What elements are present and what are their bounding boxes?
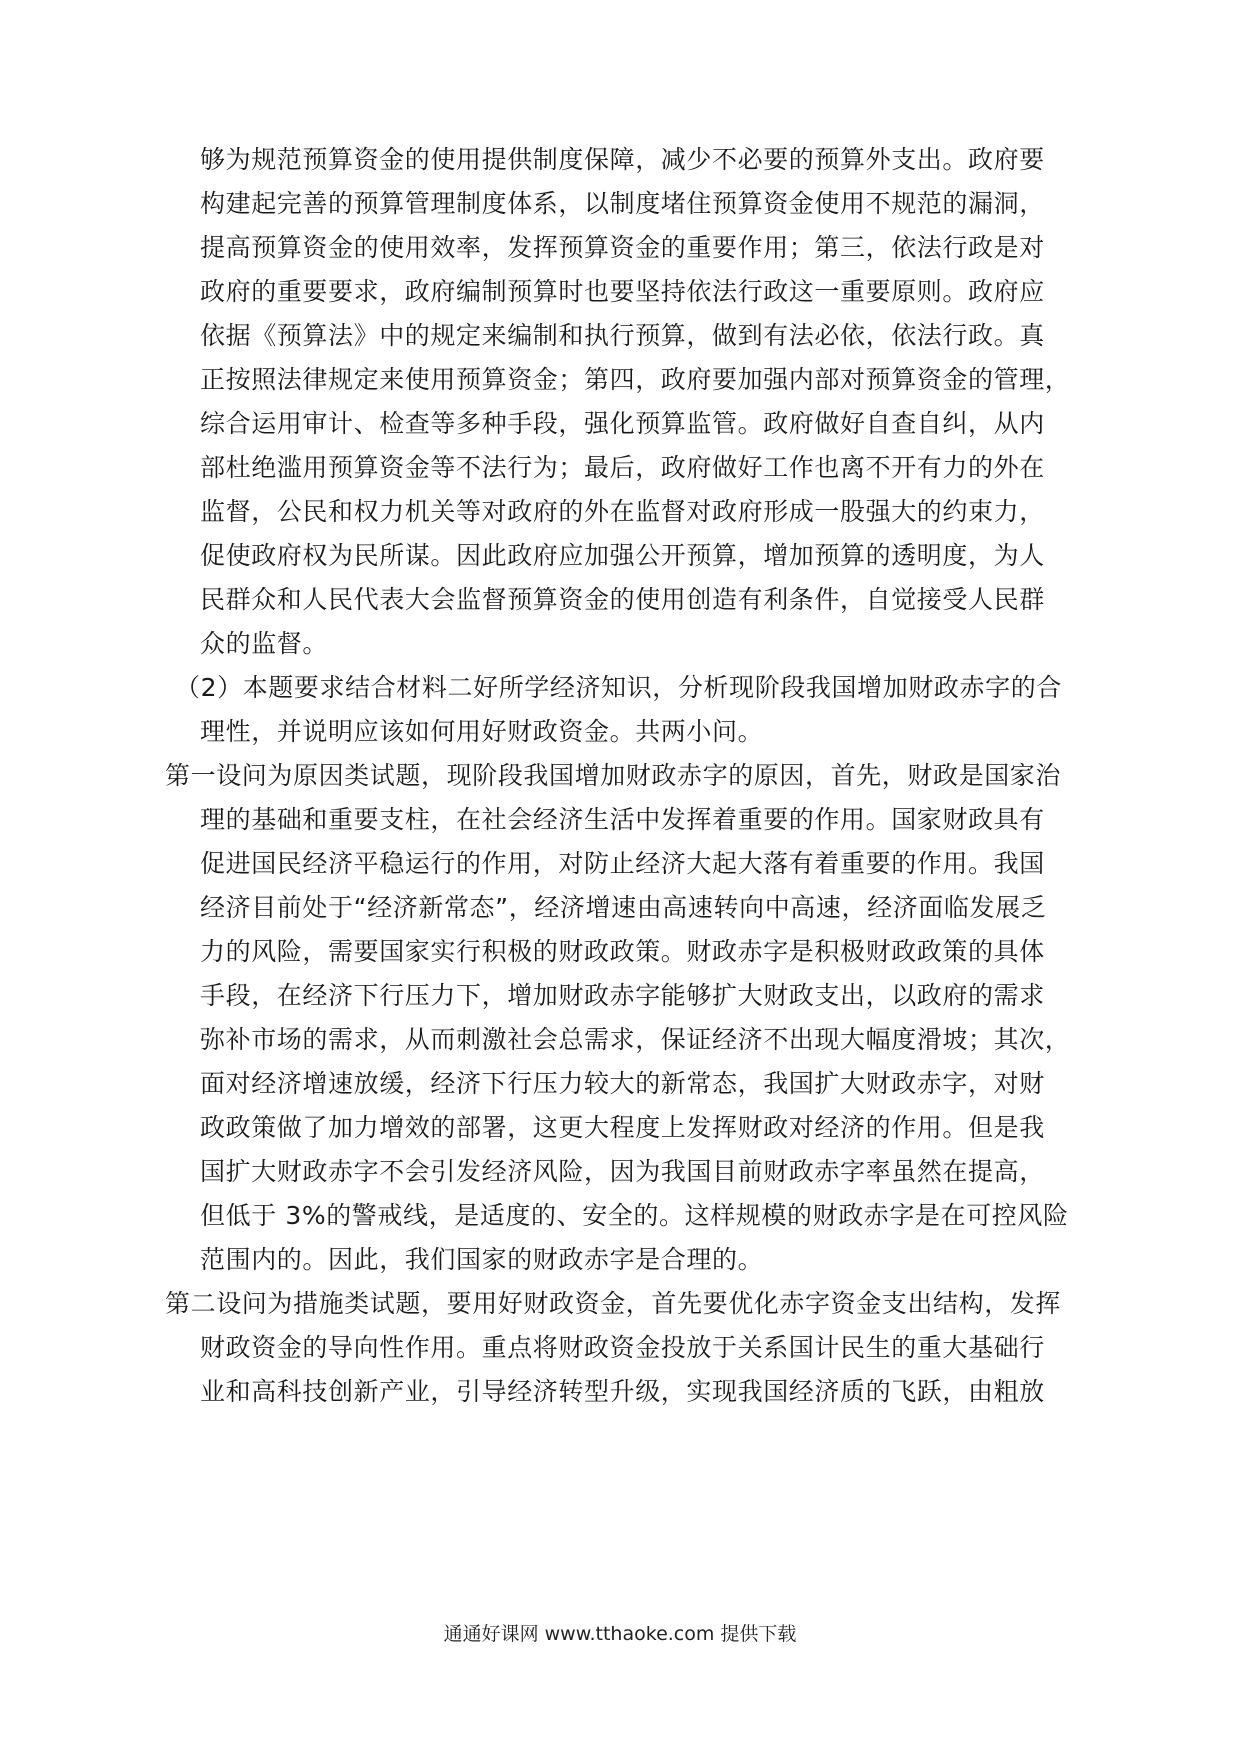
text-line: 部杜绝滥用预算资金等不法行为；最后，政府做好工作也离不开有力的外在 xyxy=(200,453,1045,482)
text-line: 促使政府权为民所谋。因此政府应加强公开预算，增加预算的透明度，为人 xyxy=(200,541,1045,570)
text-line: 政政策做了加力增效的部署，这更大程度上发挥财政对经济的作用。但是我 xyxy=(200,1113,1045,1142)
text-line: 业和高科技创新产业，引导经济转型升级，实现我国经济质的飞跃，由粗放 xyxy=(200,1377,1045,1406)
text-line: 财政资金的导向性作用。重点将财政资金投放于关系国计民生的重大基础行 xyxy=(200,1333,1045,1362)
text-line: 构建起完善的预算管理制度体系，以制度堵住预算资金使用不规范的漏洞， xyxy=(200,189,1045,218)
text-line: 但低于 3%的警戒线，是适度的、安全的。这样规模的财政赤字是在可控风险 xyxy=(200,1201,1069,1230)
text-line: （2）本题要求结合材料二好所学经济知识，分析现阶段我国增加财政赤字的合 xyxy=(175,673,1062,702)
text-line: 促进国民经济平稳运行的作用，对防止经济大起大落有着重要的作用。我国 xyxy=(200,849,1045,878)
text-line: 依据《预算法》中的规定来编制和执行预算，做到有法必依，依法行政。真 xyxy=(200,321,1045,350)
text-line: 经济目前处于“经济新常态”，经济增速由高速转向中高速，经济面临发展乏 xyxy=(200,893,1047,922)
text-line: 综合运用审计、检查等多种手段，强化预算监管。政府做好自查自纠，从内 xyxy=(200,409,1045,438)
text-line: 弥补市场的需求，从而刺激社会总需求，保证经济不出现大幅度滑坡；其次， xyxy=(200,1025,1071,1054)
text-line: 力的风险，需要国家实行积极的财政政策。财政赤字是积极财政政策的具体 xyxy=(200,937,1045,966)
text-line: 第一设问为原因类试题，现阶段我国增加财政赤字的原因，首先，财政是国家治 xyxy=(165,761,1062,790)
text-line: 正按照法律规定来使用预算资金；第四，政府要加强内部对预算资金的管理， xyxy=(200,365,1071,394)
text-line: 第二设问为措施类试题，要用好财政资金，首先要优化赤字资金支出结构，发挥 xyxy=(165,1289,1062,1318)
text-line: 面对经济增速放缓，经济下行压力较大的新常态，我国扩大财政赤字，对财 xyxy=(200,1069,1045,1098)
text-line: 手段，在经济下行压力下，增加财政赤字能够扩大财政支出，以政府的需求 xyxy=(200,981,1045,1010)
text-line: 理性，并说明应该如何用好财政资金。共两小问。 xyxy=(200,717,764,746)
text-line: 够为规范预算资金的使用提供制度保障，减少不必要的预算外支出。政府要 xyxy=(200,145,1045,174)
text-line: 众的监督。 xyxy=(200,629,329,658)
text-line: 范围内的。因此，我们国家的财政赤字是合理的。 xyxy=(200,1245,764,1274)
text-line: 国扩大财政赤字不会引发经济风险，因为我国目前财政赤字率虽然在提高， xyxy=(200,1157,1045,1186)
text-line: 政府的重要要求，政府编制预算时也要坚持依法行政这一重要原则。政府应 xyxy=(200,277,1045,306)
page-footer: 通通好课网 www.tthaoke.com 提供下载 xyxy=(443,1623,797,1645)
text-line: 提高预算资金的使用效率，发挥预算资金的重要作用；第三，依法行政是对 xyxy=(200,233,1045,262)
text-line: 监督，公民和权力机关等对政府的外在监督对政府形成一股强大的约束力， xyxy=(200,497,1045,526)
text-line: 理的基础和重要支柱，在社会经济生活中发挥着重要的作用。国家财政具有 xyxy=(200,805,1045,834)
text-line: 民群众和人民代表大会监督预算资金的使用创造有利条件，自觉接受人民群 xyxy=(200,585,1045,614)
